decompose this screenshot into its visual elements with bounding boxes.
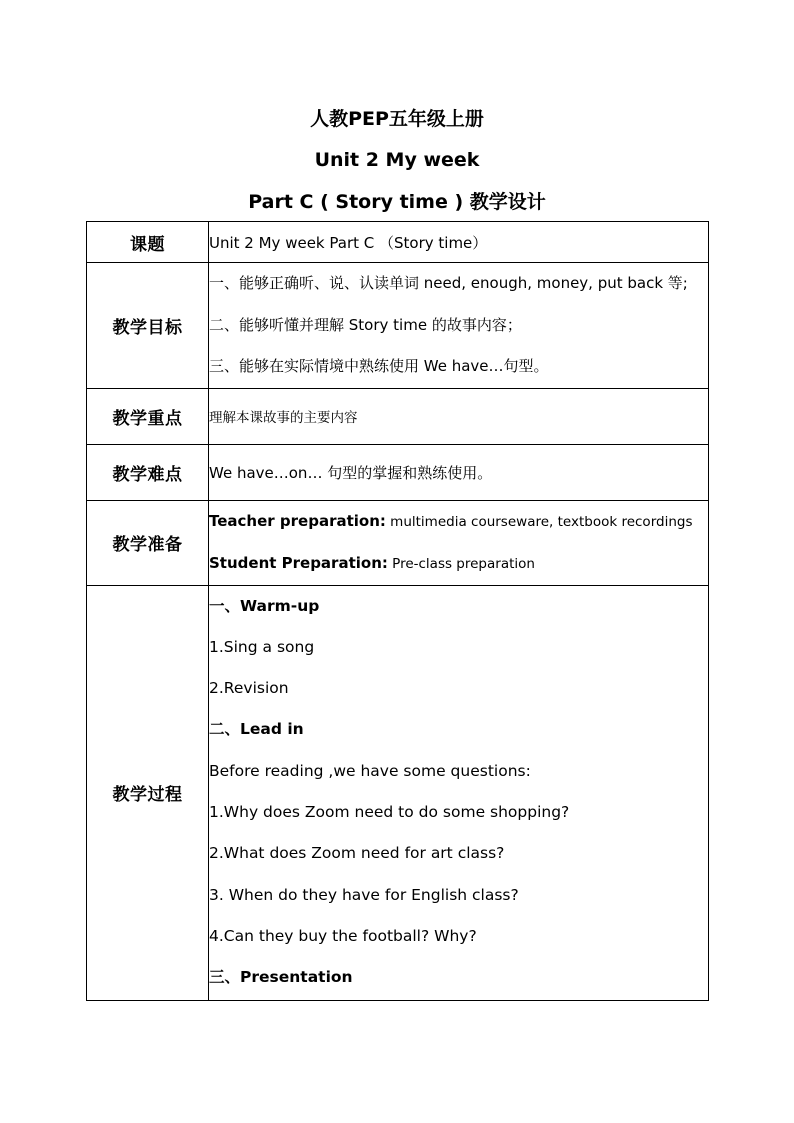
difficulties-value (209, 444, 709, 500)
key-points-text: 理解本课故事的主要内容 (209, 410, 358, 426)
process-line: 4.Can they buy the football? Why? (209, 926, 477, 945)
lesson-plan-table (86, 221, 709, 1001)
unit-title: Unit 2 My week (314, 149, 480, 171)
difficulties-text: We have…on… 句型的掌握和熟练使用。 (209, 463, 493, 482)
objectives-row (87, 263, 709, 389)
preparation-value (209, 500, 709, 585)
preparation-label: 教学准备 (87, 500, 209, 585)
process-value (209, 585, 709, 1000)
difficulties-label: 教学难点 (87, 444, 209, 500)
topic-row (87, 222, 709, 263)
preparation-row (87, 500, 709, 585)
objective-item: 三、能够在实际情境中熟练使用 We have…句型。 (209, 357, 549, 375)
document-title: 人教PEP五年级上册 (310, 108, 484, 130)
teacher-preparation (209, 501, 708, 543)
topic-text: Unit 2 My week Part C （Story time） (209, 233, 488, 252)
process-label: 教学过程 (87, 585, 209, 1000)
key-points-label: 教学重点 (87, 388, 209, 444)
student-preparation-label: Student Preparation: (209, 553, 388, 572)
process-line: 1.Sing a song (209, 637, 315, 656)
objective-item: 二、能够听懂并理解 Story time 的故事内容； (209, 315, 522, 334)
process-row (87, 585, 709, 1000)
process-line: 3. When do they have for English class? (209, 885, 519, 904)
topic-label: 课题 (87, 222, 209, 263)
lesson-title: Part C ( Story time ) 教学设计 (248, 191, 546, 213)
process-line: 2.Revision (209, 679, 289, 698)
process-line: 1.Why does Zoom need to do some shopping? (209, 802, 570, 821)
key-points-value (209, 388, 709, 444)
objective-item: 一、能够正确听、说、认读单词 need, enough, money, put back 等; (209, 274, 688, 292)
teacher-preparation-label: Teacher preparation: (209, 511, 386, 530)
process-heading: 二、Lead in (209, 720, 304, 739)
difficulties-row (87, 444, 709, 500)
key-points-row (87, 388, 709, 444)
student-preparation (209, 543, 708, 585)
teacher-preparation-text: multimedia courseware, textbook recordings (385, 513, 693, 530)
student-preparation-text: Pre-class preparation (387, 555, 535, 572)
objectives-label: 教学目标 (87, 263, 209, 389)
topic-value (209, 222, 709, 263)
process-heading: 一、Warm-up (209, 596, 320, 615)
process-heading: 三、Presentation (209, 968, 353, 987)
objectives-value (209, 263, 709, 389)
process-line: 2.What does Zoom need for art class? (209, 844, 505, 863)
process-line: Before reading ,we have some questions: (209, 761, 531, 780)
